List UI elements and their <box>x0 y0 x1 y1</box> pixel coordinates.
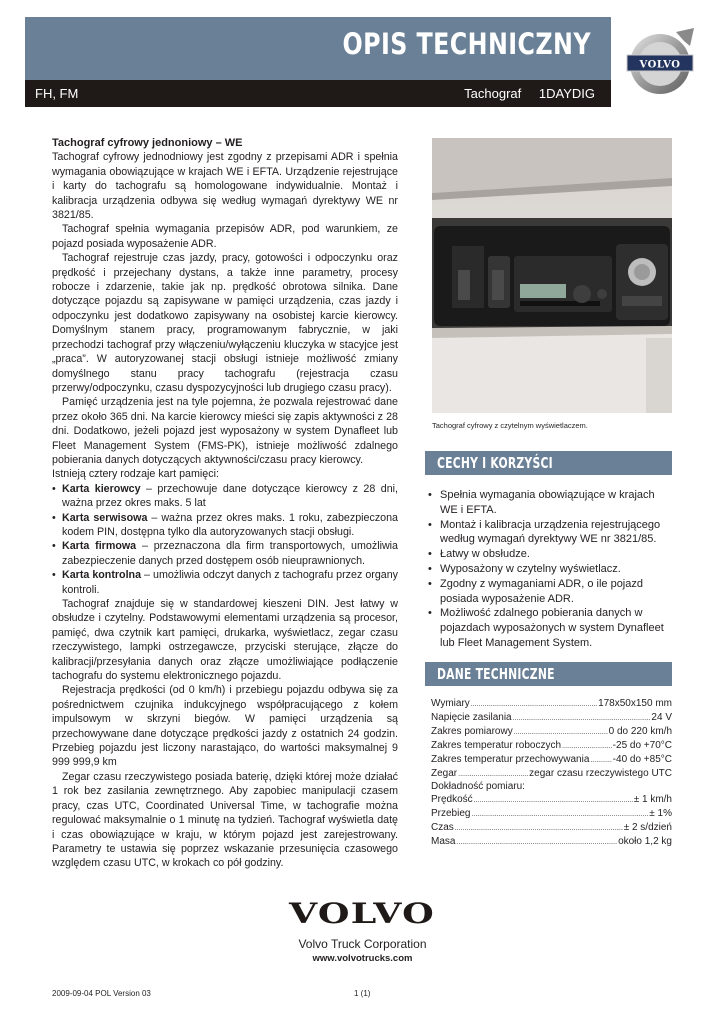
body-paragraph: Rejestracja prędkości (od 0 km/h) i przebiegu pojazdu odbywa się za pośrednictwem czujnika indukcyjnego współpracującego z kołem impulsowym w skrzyni biegów. W pamięci urządzenia są przechowywane dane dotyczące prędkości jazdy z ostatnich 24 godzin. Przebieg pojazdu jest liczony narastająco, do wartości maksymalnej 9 999 999,9 km <box>52 684 398 769</box>
card-desc: – przeznaczona dla firm transportowych, umożliwia zabezpieczenie danych przed dostępem osób nieuprawnionych. <box>62 540 398 567</box>
spec-row <box>431 768 672 782</box>
cards-intro: Istnieją cztery rodzaje kart pamięci: <box>52 468 219 481</box>
card-name: Karta serwisowa <box>62 511 148 524</box>
card-name: Karta firmowa <box>62 540 137 553</box>
spec-value: 0 do 220 km/h <box>608 725 672 737</box>
spec-label: Zakres temperatur roboczych <box>431 739 562 751</box>
list-item: • Możliwość zdalnego pobierania danych w pojazdach wyposażonych w system Dynafleet lub Fleet Management System. <box>440 606 672 650</box>
product-code: 1DAYDIG <box>538 86 595 101</box>
intro-paragraph: Tachograf rejestruje czas jazdy, pracy, gotowości i odpoczynku oraz prędkość i przejechany dystans, a także inne parametry, procesy robocze i zdarzenie, takie jak np. prędkość obrotowa silnika. Dane dotyczące pojazdu są zapisywane w pamięci urządzenia, czas jazdy i odpoczynku jest dodatkowo zapisywany na osobistej karcie kierowcy. Domyślnym stanem pracy, programowanym fabrycznie, w jaki przechodzi tachograf przy włączeniu/wyłączeniu kluczyka w stacyjce jest „praca”. W autoryzowanej stacji obsługi istnieje możliwość zmiany domyślnego stanu pracy tachografu (rejestracja czasu przerwy/odpoczynku, czasu dyspozycyjności lub drugiego czasu pracy). <box>52 252 398 394</box>
intro-heading: Tachograf cyfrowy jednoniowy – WE <box>52 137 243 149</box>
spec-label: Prędkość <box>431 794 473 806</box>
document-title: OPIS TECHNICZNY <box>342 27 591 61</box>
main-text-column <box>52 136 398 871</box>
list-item: • Wyposażony w czytelny wyświetlacz. <box>440 562 672 577</box>
features-title: CECHY I KORZYŚCI <box>437 454 553 472</box>
intro-paragraph: Tachograf cyfrowy jednodniowy jest zgodny z przepisami ADR i spełnia wymagania obowiązujące w krajach WE i EFTA. Urządzenie rejestrujące i karty do tachografu są homologowane indywidualnie. Montaż i kalibracja urządzenia odbywa się według wymagań dyrektywy WE nr 3821/85. <box>52 151 398 222</box>
spec-label: Czas <box>431 822 454 834</box>
spec-value: 178x50x150 mm <box>598 698 672 709</box>
company-url: www.volvotrucks.com <box>312 953 413 964</box>
intro-paragraph: Pamięć urządzenia jest na tyle pojemna, że pozwala rejestrować dane przez około 365 dni. Na karcie kierowcy mieści się zapis aktywności z 28 dni. Dodatkowo, jeżeli pojazd jest wyposażony w system Dynafleet lub Fleet Management System (FMS-PK), istnieje możliwość zdalnego pobierania danych dotyczących aktywności/czasu pracy kierowcy. <box>52 396 398 466</box>
card-types-list <box>52 482 398 597</box>
spec-label: Zakres pomiarowy <box>431 725 513 737</box>
list-item <box>62 568 398 597</box>
card-desc: – przechowuje dane dotyczące kierowcy z 28 dni, ważna przez okres maks. 5 lat <box>62 482 398 510</box>
spec-row <box>431 740 672 754</box>
spec-row <box>431 822 672 836</box>
volvo-iron-mark-icon <box>624 24 700 100</box>
specs-title: DANE TECHNICZNE <box>437 665 555 683</box>
spec-value: -25 do +70°C <box>612 739 672 751</box>
logo-text: VOLVO <box>639 59 681 71</box>
spec-label: Wymiary <box>431 698 470 709</box>
spec-value: ± 2 s/dzień <box>623 822 672 834</box>
photo-caption: Tachograf cyfrowy z czytelnym wyświetlaczem. <box>432 421 588 430</box>
specs-section-header <box>425 662 672 686</box>
features-list <box>440 488 672 651</box>
list-item: • Łatwy w obsłudze. <box>440 547 672 562</box>
tachograph-photo <box>432 138 672 413</box>
list-item: • Spełnia wymagania obowiązujące w krajach WE i EFTA. <box>440 488 672 518</box>
document-version: 2009-09-04 POL Version 03 <box>52 989 151 998</box>
list-item <box>62 539 398 568</box>
spec-row <box>431 754 672 768</box>
features-section-header <box>425 451 672 475</box>
card-desc: – ważna przez okres maks. 1 roku, zabezpieczona kodem PIN, dostępna tylko dla autoryzowanych stacji obsługi. <box>62 511 398 538</box>
spec-value: zegar czasu rzeczywistego UTC <box>529 767 672 779</box>
list-item <box>62 482 398 511</box>
spec-row <box>431 808 672 822</box>
spec-label: Przebieg <box>431 808 471 820</box>
page-number: 1 (1) <box>354 989 371 998</box>
card-desc: – umożliwia odczyt danych z tachografu przez organy kontroli. <box>62 569 398 596</box>
list-item: • Zgodny z wymaganiami ADR, o ile pojazd posiada wyposażenie ADR. <box>440 577 672 607</box>
spec-row <box>431 836 672 850</box>
spec-value: 24 V <box>651 711 672 723</box>
category-label: Tachograf <box>464 86 522 101</box>
spec-value: -40 do +85°C <box>612 753 672 765</box>
list-item <box>62 511 398 540</box>
header-banner <box>25 17 611 80</box>
spec-row <box>431 794 672 808</box>
company-name: Volvo Truck Corporation <box>298 937 427 951</box>
spec-row <box>431 698 672 712</box>
list-item: • Montaż i kalibracja urządzenia rejestrującego według wymagań dyrektywy WE nr 3821/85. <box>440 518 672 548</box>
header-bar <box>25 80 611 107</box>
spec-label: Zegar <box>431 767 458 779</box>
footer-logo-text: VOLVO <box>287 897 435 930</box>
card-name: Karta kierowcy <box>62 482 141 495</box>
intro-paragraph: Tachograf spełnia wymagania przepisów ADR, pod warunkiem, ze pojazd posiada wyposażenie ADR. <box>52 223 398 250</box>
spec-row <box>431 726 672 740</box>
spec-value: ± 1% <box>649 808 672 820</box>
spec-label: Napięcie zasilania <box>431 711 512 723</box>
body-paragraph: Tachograf znajduje się w standardowej kieszeni DIN. Jest łatwy w obsłudze i czytelny. Podstawowymi elementami urządzenia są procesor, pamięć, dwa czytnik kart pamięci, drukarka, wyświetlacz, zegar czasu rzeczywistego, lampki ostrzegawcze, przyciski sterujące, złącze do kalibracji/przesyłania danych oraz złącze umożliwiające podłączenie tachografu do systemu elektronicznego pojazdu. <box>52 598 398 683</box>
spec-row <box>431 712 672 726</box>
spec-value: około 1,2 kg <box>618 836 672 848</box>
accuracy-label: Dokładność pomiaru: <box>431 781 525 793</box>
model-label: FH, FM <box>35 86 79 101</box>
card-name: Karta kontrolna <box>62 569 142 582</box>
volvo-wordmark-logo <box>287 896 437 930</box>
body-paragraph: Zegar czasu rzeczywistego posiada baterię, dzięki której może działać 1 rok bez zasilania zewnętrznego. Aby zapobiec manipulacji czasem pracy, czas UTC, Coordinated Universal Time, w tachografie można regulować maksymalnie o 1 minutę na tydzień. Tachograf wyświetla datę i czas obowiązujące w kraju, w którym pojazd jest zarejestrowany. Parametry te ustawia się poprzez wskazanie przesunięcia czasowego względem czasu UTC, w krokach co pół godziny. <box>52 770 398 870</box>
spec-label: Masa <box>431 836 456 848</box>
spec-value: ± 1 km/h <box>633 794 672 806</box>
specs-table <box>431 698 672 850</box>
spec-label: Zakres temperatur przechowywania <box>431 753 590 765</box>
header-product-info <box>464 86 595 101</box>
